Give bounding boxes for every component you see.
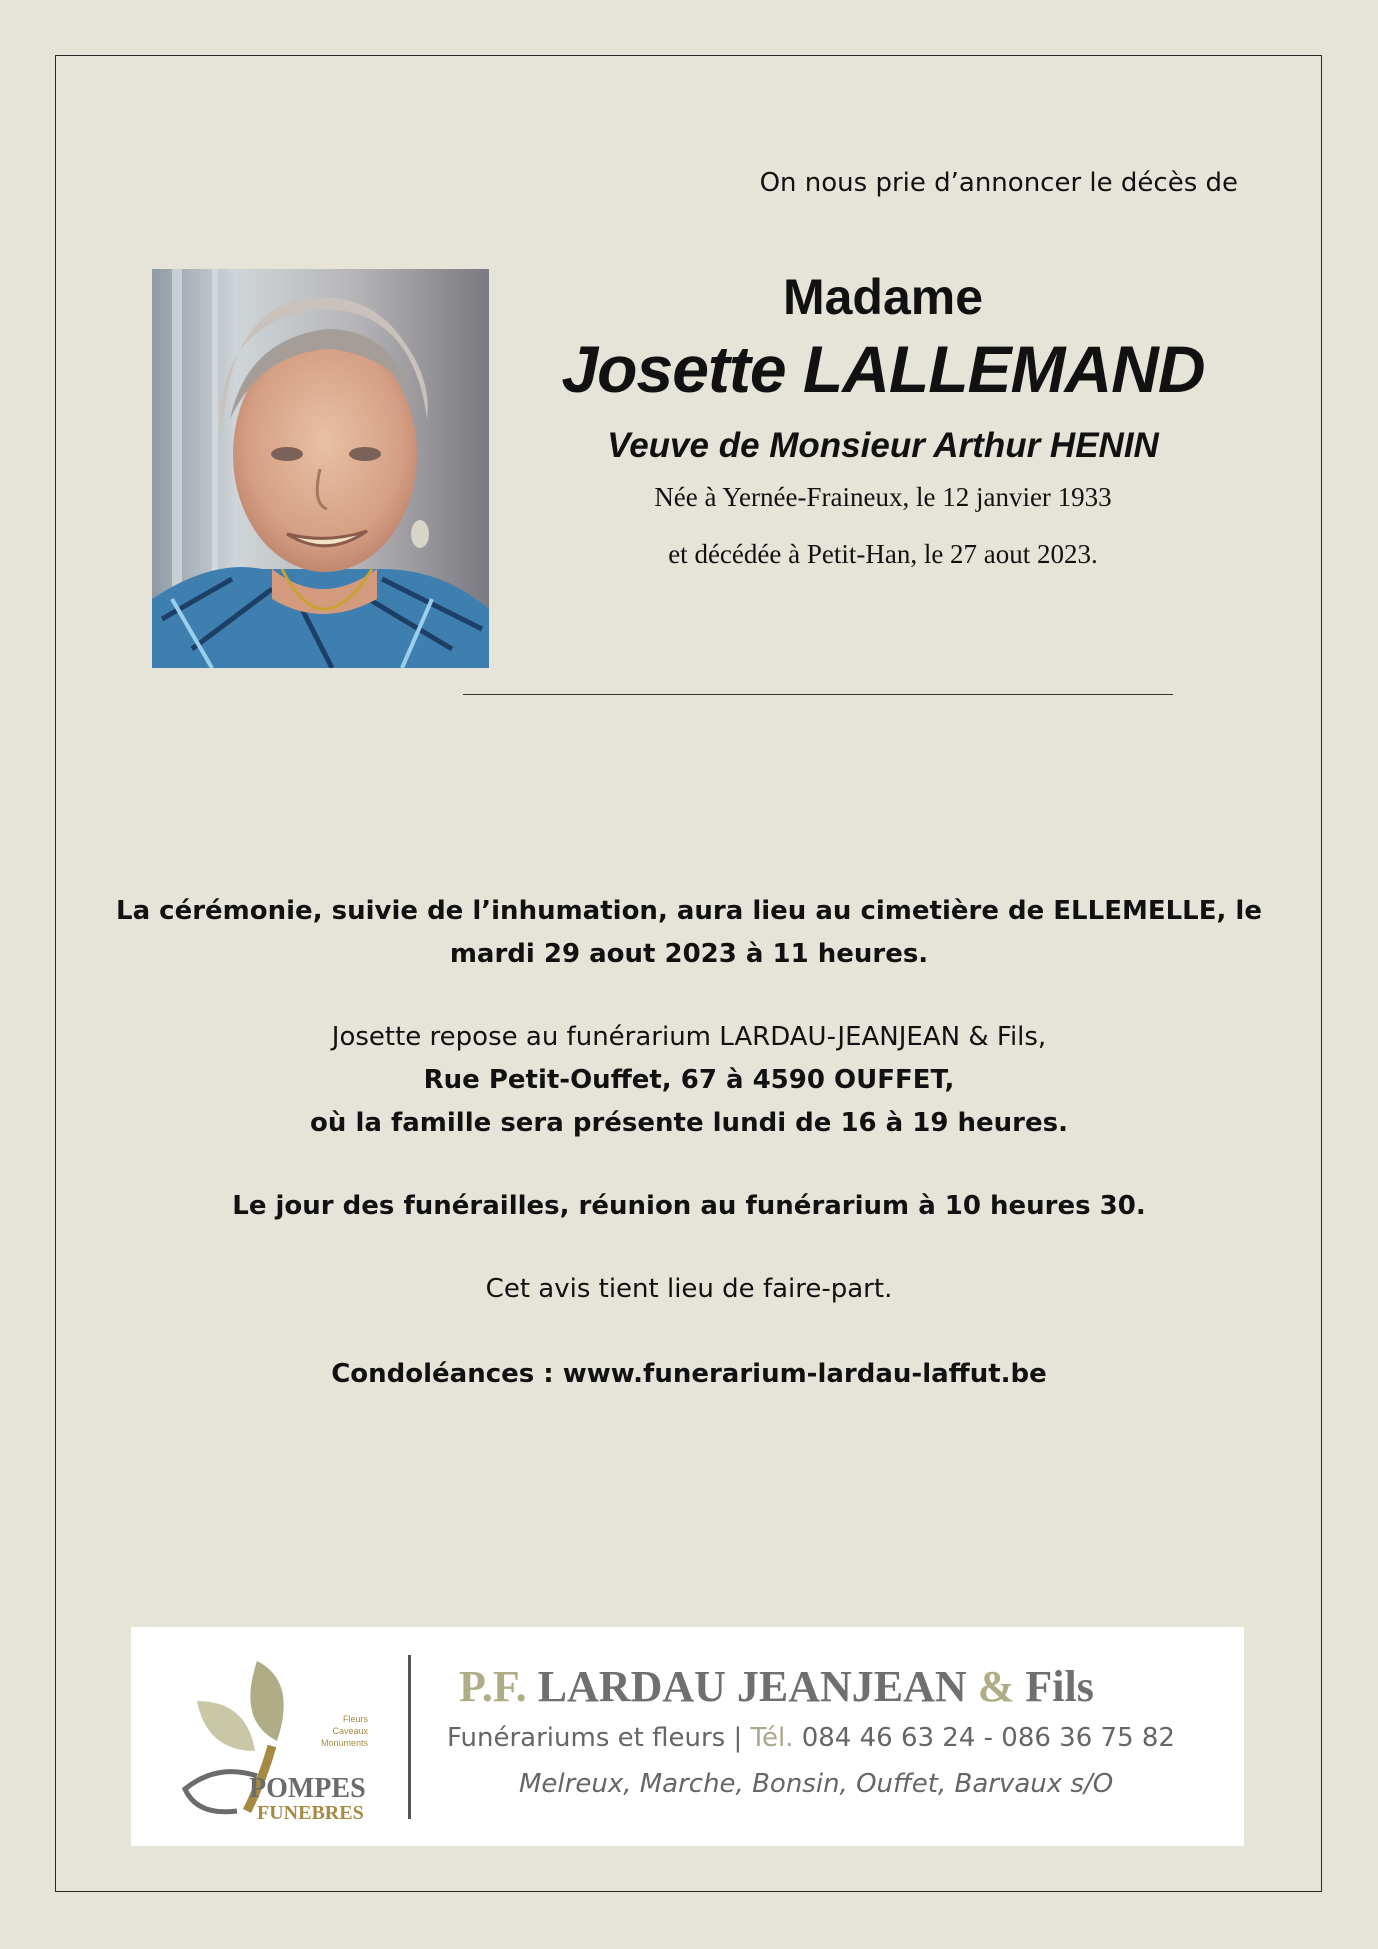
company-amp: & xyxy=(977,1662,1015,1711)
phone-numbers: 084 46 63 24 - 086 36 75 82 xyxy=(793,1723,1175,1753)
faire-part-line: Cet avis tient lieu de faire-part. xyxy=(485,1274,893,1304)
company-pf: P.F. xyxy=(459,1662,527,1711)
logo-text-1: POMPES xyxy=(249,1773,366,1804)
ceremony-line-2: mardi 29 aout 2023 à 11 heures. xyxy=(449,939,929,969)
condolences-line: Condoléances : www.funerarium-lardau-laffut.be xyxy=(331,1359,1047,1389)
logo-tagline xyxy=(321,1713,368,1749)
birth-info: Née à Yernée-Fraineux, le 12 janvier 1933 xyxy=(654,482,1112,512)
announcement-body xyxy=(100,890,1278,1396)
death-info: et décédée à Petit-Han, le 27 aout 2023. xyxy=(668,539,1098,569)
intro-text: On nous prie d’annoncer le décès de xyxy=(759,168,1238,198)
company-fils: Fils xyxy=(1014,1662,1094,1711)
locations: Melreux, Marche, Bonsin, Ouffet, Barvaux s/O xyxy=(519,1769,1114,1799)
logo-tagline-3: Monuments xyxy=(321,1738,369,1748)
logo-text-2: FUNEBRES xyxy=(257,1802,364,1824)
logo-tagline-1: Fleurs xyxy=(343,1714,369,1724)
company-name xyxy=(459,1661,1094,1712)
deceased-name-block xyxy=(548,265,1218,583)
logo-tagline-2: Caveaux xyxy=(332,1726,369,1736)
visitation-address: Rue Petit-Ouffet, 67 à 4590 OUFFET, xyxy=(423,1065,955,1095)
widow-of: Veuve de Monsieur Arthur HENIN xyxy=(607,426,1159,465)
tel-label: Tél. xyxy=(750,1723,794,1753)
services-label: Funérariums et fleurs | xyxy=(447,1723,743,1753)
portrait-photo xyxy=(152,269,489,668)
meeting-line: Le jour des funérailles, réunion au funérarium à 10 heures 30. xyxy=(232,1191,1146,1221)
services-phones xyxy=(447,1723,1175,1753)
company-main: LARDAU JEANJEAN xyxy=(526,1662,978,1711)
visitation-family: où la famille sera présente lundi de 16 à 19 heures. xyxy=(310,1108,1068,1138)
ceremony-line-1: La cérémonie, suivie de l’inhumation, aura lieu au cimetière de ELLEMELLE, le xyxy=(116,896,1262,926)
visitation-line: Josette repose au funérarium LARDAU-JEANJEAN & Fils, xyxy=(331,1022,1047,1052)
funeral-home-banner xyxy=(131,1627,1244,1846)
honorific: Madame xyxy=(782,269,984,325)
footer-separator xyxy=(408,1655,411,1819)
deceased-name: Josette LALLEMAND xyxy=(561,332,1205,406)
divider-line xyxy=(463,694,1173,695)
